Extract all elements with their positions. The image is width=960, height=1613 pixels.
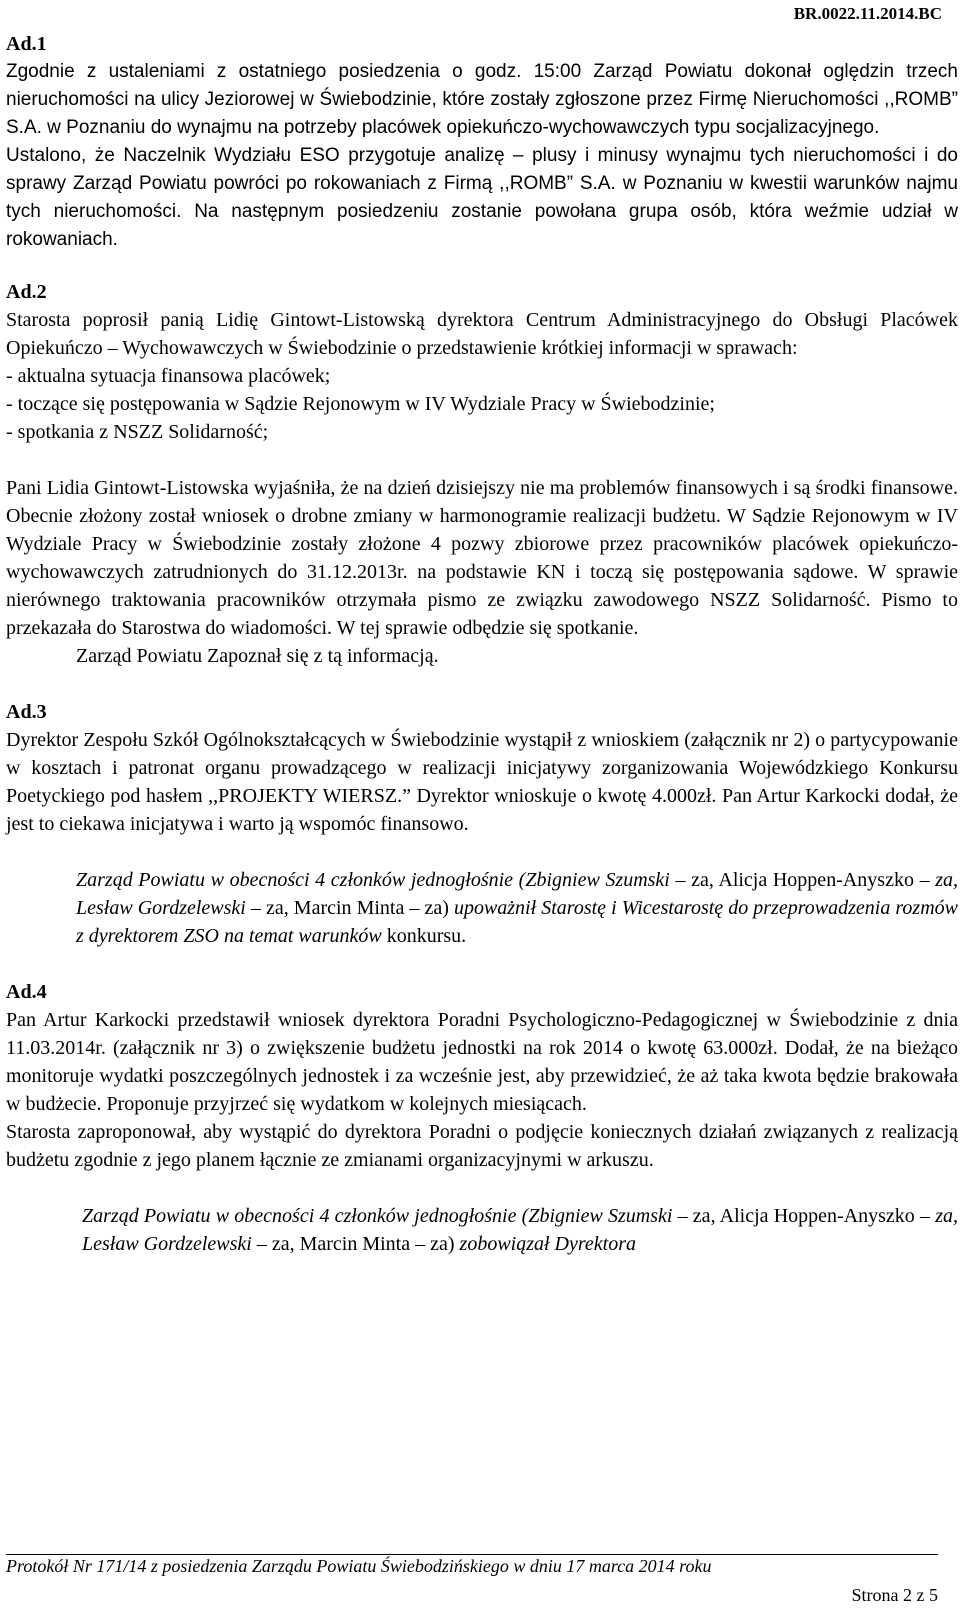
ad1-paragraph-2: Ustalono, że Naczelnik Wydziału ESO przygotuje analizę – plusy i minusy wynajmu tych nieruchomości i do sprawy Zarząd Powiatu powróci po rokowaniach z Firmą ,,ROMB” S.A. w Poznaniu w kwestii warunków najmu tych nieruchomości. Na następnym posiedzeniu zostanie powołana grupa osób, która weźmie udział w rokowaniach. xyxy=(6,145,958,250)
ad3-resolution xyxy=(6,866,958,950)
document-body xyxy=(6,30,958,1258)
ad2-heading: Ad.2 xyxy=(6,281,47,303)
ad3-resolution-part: za, Lesław Gordzelewski xyxy=(76,869,958,919)
ad4-paragraph-1: Pan Artur Karkocki przedstawił wniosek dyrektora Poradni Psychologiczno-Pedagogicznej w Świebodzinie z dnia 11.03.2014r. (załącznik nr 3) o zwiększenie budżetu jednostki na rok 2014 o kwotę 63.000zł. Dodał, że na bieżąco monitoruje wydatki poszczególnych jednostek i za wcześnie jest, aby przewidzieć, że aż taka kwota będzie brakowała w budżecie. Proponuje przyjrzeć się wydatkom w kolejnych miesiącach. xyxy=(6,1009,958,1115)
ad4-resolution-part: za, Lesław Gordzelewski xyxy=(82,1205,958,1255)
ad4-resolution-part: – za, Marcin Minta – za) xyxy=(251,1233,460,1255)
ad1-paragraph-1: Zgodnie z ustaleniami z ostatniego posiedzenia o godz. 15:00 Zarząd Powiatu dokonał oględzin trzech nieruchomości na ulicy Jeziorowej w Świebodzinie, które zostały zgłoszone przez Firmę Nieruchomości ,,ROMB” S.A. w Poznaniu do wynajmu na potrzeby placówek opiekuńczo-wychowawczych typu socjalizacyjnego. xyxy=(6,61,958,138)
ad4-resolution-part: – za, Alicja Hoppen-Anyszko – xyxy=(672,1205,936,1227)
ad3-resolution-part: konkursu. xyxy=(381,925,467,947)
ad2-paragraph-1: Starosta poprosił panią Lidię Gintowt-Listowską dyrektora Centrum Administracyjnego do Obsługi Placówek Opiekuńczo – Wychowawczych w Świebodzinie o przedstawienie krótkiej informacji w sprawach: xyxy=(6,309,958,359)
ad2-list-item: - toczące się postępowania w Sądzie Rejonowym w IV Wydziale Pracy w Świebodzinie; xyxy=(6,393,715,415)
ad2-list-item: - aktualna sytuacja finansowa placówek; xyxy=(6,365,331,387)
ad4-heading: Ad.4 xyxy=(6,981,47,1003)
ad1-heading: Ad.1 xyxy=(6,33,47,55)
ad4-paragraph-2: Starosta zaproponował, aby wystąpić do dyrektora Poradni o podjęcie koniecznych działań związanych z realizacją budżetu zgodnie z jego planem łącznie ze zmianami organizacyjnymi w arkuszu. xyxy=(6,1121,958,1171)
ad3-resolution-part: upoważnił Starostę i Wicestarostę do przeprowadzenia rozmów z dyrektorem ZSO na temat warunków xyxy=(76,897,958,947)
ad2-paragraph-2: Pani Lidia Gintowt-Listowska wyjaśniła, że na dzień dzisiejszy nie ma problemów finansowych i są środki finansowe. Obecnie złożony został wniosek o drobne zmiany w harmonogramie realizacji budżetu. W Sądzie Rejonowym w IV Wydziale Pracy w Świebodzinie zostały złożone 4 pozwy zbiorowe przez pracowników placówek opiekuńczo-wychowawczych zatrudnionych do 31.12.2013r. na podstawie KN i toczą się postępowania sądowe. W sprawie nierównego traktowania pracowników otrzymała pismo ze związku zawodowego NSZZ Solidarność. Pismo to przekazała do Starostwa do wiadomości. W tej sprawie odbędzie się spotkanie. xyxy=(6,477,958,639)
ad3-resolution-part: Zarząd Powiatu w obecności 4 członków jednogłośnie (Zbigniew Szumski xyxy=(76,869,670,891)
footer-divider xyxy=(6,1554,938,1555)
ad3-paragraph-1: Dyrektor Zespołu Szkół Ogólnokształcących w Świebodzinie wystąpił z wnioskiem (załącznik nr 2) o partycypowanie w kosztach i patronat organu prowadzącego w realizacji inicjatywy zorganizowania Wojewódzkiego Konkursu Poetyckiego pod hasłem ,,PROJEKTY WIERSZ.” Dyrektor wnioskuje o kwotę 4.000zł. Pan Artur Karkocki dodał, że jest to ciekawa inicjatywa i warto ją wspomóc finansowo. xyxy=(6,729,958,835)
ad3-resolution-part: – za, Marcin Minta – za) xyxy=(245,897,454,919)
ad3-heading: Ad.3 xyxy=(6,701,47,723)
ad2-list-item: - spotkania z NSZZ Solidarność; xyxy=(6,421,269,443)
page-number: Strona 2 z 5 xyxy=(851,1585,938,1605)
ad4-resolution xyxy=(6,1202,958,1258)
document-reference: BR.0022.11.2014.BC xyxy=(793,4,942,23)
ad2-paragraph-3: Zarząd Powiatu Zapoznał się z tą informacją. xyxy=(76,645,439,667)
ad3-resolution-part: – za, Alicja Hoppen-Anyszko – xyxy=(669,869,936,891)
ad4-resolution-part: Zarząd Powiatu w obecności 4 członków jednogłośnie (Zbigniew Szumski xyxy=(82,1205,673,1227)
footer-text: Protokół Nr 171/14 z posiedzenia Zarządu Powiatu Świebodzińskiego w dniu 17 marca 2014 roku xyxy=(6,1556,712,1576)
ad4-resolution-part: zobowiązał Dyrektora xyxy=(459,1233,637,1255)
